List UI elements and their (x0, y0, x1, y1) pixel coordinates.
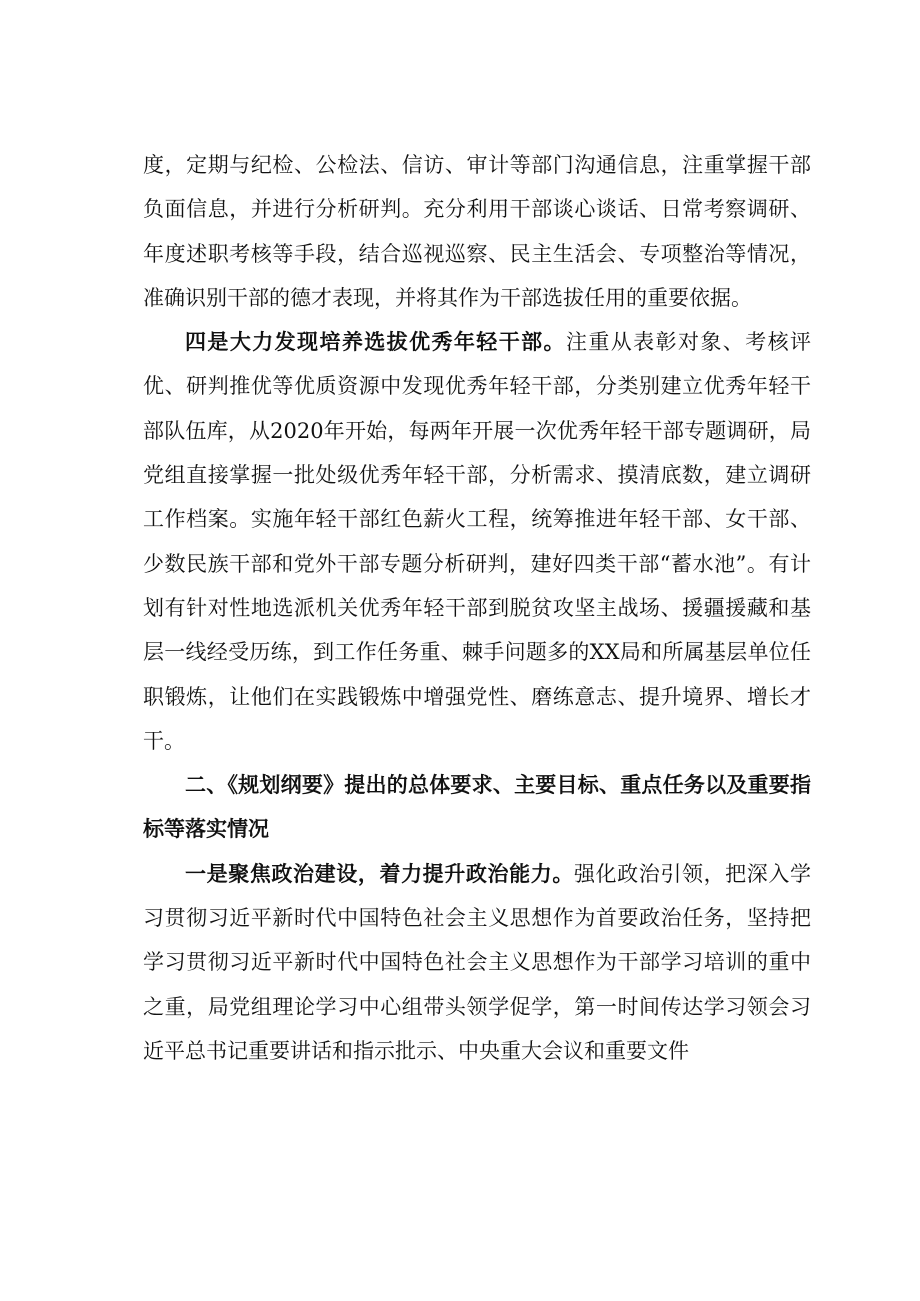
paragraph-heading: 四是大力发现培养选拔优秀年轻干部。 (185, 329, 566, 355)
section-heading-text: 二、《规划纲要》提出的总体要求、主要目标、重点任务以及重要指标等落实情况 (143, 772, 811, 842)
paragraph-heading: 一是聚焦政治建设，着力提升政治能力。 (185, 860, 574, 886)
document-body (143, 143, 811, 1073)
paragraph-young-cadres (143, 320, 811, 763)
paragraph-continuation (143, 143, 811, 320)
paragraph-text: 注重从表彰对象、考核评优、研判推优等优质资源中发现优秀年轻干部，分类别建立优秀年轻干部队伍库，从2020年开始，每两年开展一次优秀年轻干部专题调研，局党组直接掌握一批处级优秀年轻干部，分析需求、摸清底数，建立调研工作档案。实施年轻干部红色薪火工程，统筹推进年轻干部、女干部、少数民族干部和党外干部专题分析研判，建好四类干部“蓄水池”。有计划有针对性地选派机关优秀年轻干部到脱贫攻坚主战场、援疆援藏和基层一线经受历练，到工作任务重、棘手问题多的XX局和所属基层单位任职锻炼，让他们在实践锻炼中增强党性、磨练意志、提升境界、增长才干。 (143, 330, 812, 753)
paragraph-political-building (143, 852, 811, 1073)
paragraph-text: 强化政治引领，把深入学习贯彻习近平新时代中国特色社会主义思想作为首要政治任务，坚持把学习贯彻习近平新时代中国特色社会主义思想作为干部学习培训的重中之重，局党组理论学习中心组带头领学促学，第一时间传达学习领会习近平总书记重要讲话和指示批示、中央重大会议和重要文件 (143, 861, 812, 1063)
section-heading (143, 763, 811, 852)
paragraph-text: 度，定期与纪检、公检法、信访、审计等部门沟通信息，注重掌握干部负面信息，并进行分析研判。充分利用干部谈心谈话、日常考察调研、年度述职考核等手段，结合巡视巡察、民主生活会、专项整治等情况，准确识别干部的德才表现，并将其作为干部选拔任用的重要依据。 (143, 153, 811, 310)
